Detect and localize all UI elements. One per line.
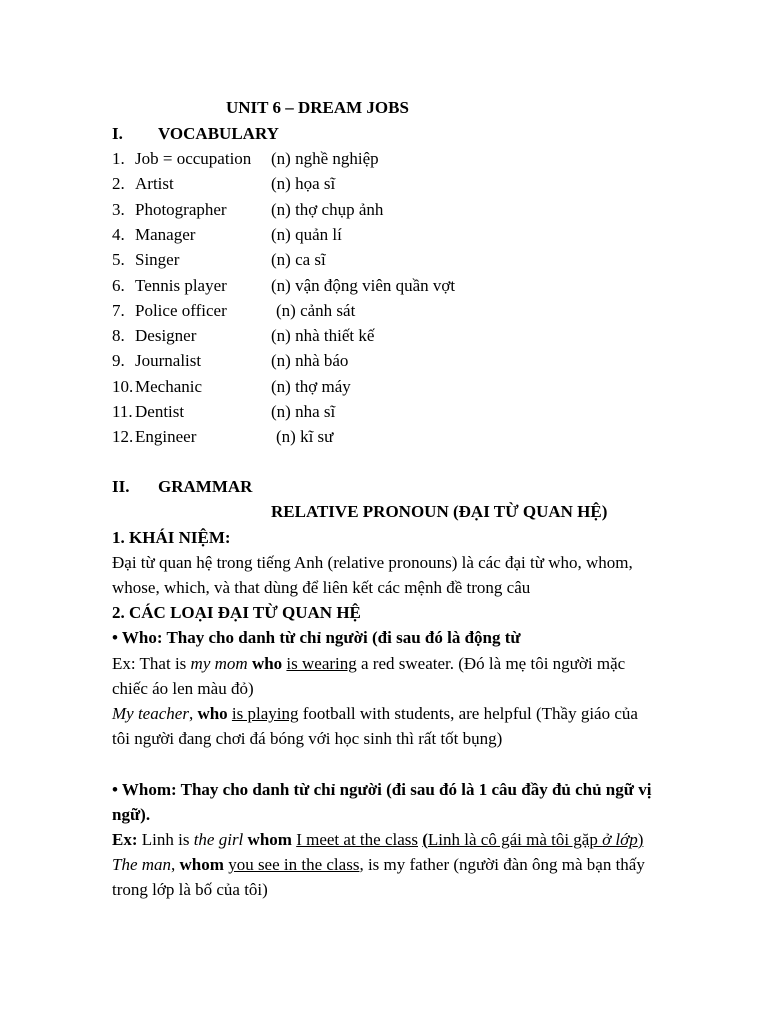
example-pronoun: who <box>247 654 287 673</box>
vocab-word: Journalist <box>135 351 202 370</box>
vocab-word: Artist <box>135 174 174 193</box>
who-example-2-continued: tôi người đang chơi đá bóng với học sinh thì rất tốt bụng) <box>112 729 503 748</box>
example-rest: a red sweater. (Đó là mẹ tôi người mặc <box>356 654 626 673</box>
whom-heading-line-1: • Whom: Thay cho danh từ chỉ người (đi sau đó là 1 câu đầy đủ chủ ngữ vị <box>112 780 652 799</box>
section-1-numeral: I. <box>112 124 123 143</box>
vocab-meaning: (n) thợ chụp ảnh <box>271 200 384 219</box>
example-clause: I meet at the class <box>296 830 418 849</box>
section-1-heading: VOCABULARY <box>158 124 279 143</box>
vocab-number: 4. <box>112 225 125 244</box>
concept-heading: 1. KHÁI NIỆM: <box>112 528 231 547</box>
vocab-word: Singer <box>135 250 180 269</box>
example-label: Ex: <box>112 830 138 849</box>
example-pronoun: whom <box>179 855 224 874</box>
unit-title: UNIT 6 – DREAM JOBS <box>226 98 409 117</box>
section-2-numeral: II. <box>112 477 130 496</box>
vocab-number: 11. <box>112 402 133 421</box>
whom-heading-line-2: ngữ). <box>112 805 151 824</box>
vocab-word: Photographer <box>135 200 227 219</box>
who-heading: • Who: Thay cho danh từ chỉ người (đi sau đó là động từ <box>112 628 521 647</box>
vocab-number: 5. <box>112 250 125 269</box>
example-prefix: Linh is <box>137 830 194 849</box>
vocab-number: 10. <box>112 377 134 396</box>
example-pronoun: whom <box>243 830 297 849</box>
vocab-word: Mechanic <box>135 377 203 396</box>
vocab-number: 3. <box>112 200 125 219</box>
vocab-number: 7. <box>112 301 125 320</box>
who-example-1 <box>112 654 625 674</box>
vocab-meaning: (n) họa sĩ <box>271 174 336 193</box>
vocab-meaning: (n) nghề nghiệp <box>271 149 379 168</box>
vocab-number: 6. <box>112 276 125 295</box>
translation-paren-close: ) <box>637 830 644 849</box>
example-clause: you see in the class <box>228 855 360 874</box>
example-comma: , <box>171 855 180 874</box>
vocab-number: 2. <box>112 174 125 193</box>
example-subject: my mom <box>190 654 248 673</box>
vocab-meaning: (n) vận động viên quần vợt <box>271 276 456 295</box>
who-example-1-continued: chiếc áo len màu đỏ) <box>112 679 254 698</box>
vocab-word: Engineer <box>135 427 197 446</box>
example-subject: The man <box>112 855 172 874</box>
vocab-meaning: (n) ca sĩ <box>271 250 326 269</box>
vocab-word: Job = occupation <box>135 149 252 168</box>
vocab-number: 1. <box>112 149 125 168</box>
concept-text-line-1: Đại từ quan hệ trong tiếng Anh (relative pronouns) là các đại từ who, whom, <box>112 553 633 572</box>
whom-example-2-continued: trong lớp là bố của tôi) <box>112 880 268 899</box>
vocab-word: Police officer <box>135 301 227 320</box>
vocab-number: 8. <box>112 326 125 345</box>
example-translation-italic: ở lớp <box>602 830 638 849</box>
vocab-word: Dentist <box>135 402 185 421</box>
vocab-meaning: (n) nhà báo <box>271 351 349 370</box>
grammar-subtitle: RELATIVE PRONOUN (ĐẠI TỪ QUAN HỆ) <box>271 502 608 521</box>
types-heading: 2. CÁC LOẠI ĐẠI TỪ QUAN HỆ <box>112 603 361 622</box>
translation-paren-open: ( <box>422 830 428 849</box>
vocab-meaning: (n) quản lí <box>271 225 342 244</box>
vocab-meaning: (n) thợ máy <box>271 377 351 396</box>
example-rest: football with students, are helpful (Thầy giáo của <box>298 704 638 723</box>
vocab-number: 9. <box>112 351 125 370</box>
vocab-meaning: (n) nhà thiết kế <box>271 326 375 345</box>
example-comma: , <box>188 704 198 723</box>
example-clause: is playing <box>231 704 299 723</box>
example-rest: , is my father (người đàn ông mà bạn thấy <box>359 855 645 874</box>
example-prefix: Ex: That is <box>112 654 191 673</box>
vocab-number: 12. <box>112 427 134 446</box>
example-clause: is wearing <box>286 654 357 673</box>
vocab-word: Tennis player <box>135 276 227 295</box>
vocab-meaning: (n) nha sĩ <box>271 402 336 421</box>
who-example-2 <box>112 704 638 724</box>
vocab-word: Manager <box>135 225 196 244</box>
section-2-heading: GRAMMAR <box>158 477 253 496</box>
example-translation: Linh là cô gái mà tôi gặp <box>427 830 603 849</box>
vocab-meaning: (n) kĩ sư <box>276 427 334 446</box>
example-subject: My teacher <box>112 704 189 723</box>
concept-text-line-2: whose, which, và that dùng để liên kết các mệnh đề trong câu <box>112 578 531 597</box>
vocab-meaning: (n) cảnh sát <box>276 301 356 320</box>
example-subject: the girl <box>193 830 244 849</box>
example-pronoun: who <box>197 704 228 723</box>
vocab-word: Designer <box>135 326 197 345</box>
whom-example-1 <box>112 830 643 850</box>
whom-example-2 <box>112 855 645 875</box>
